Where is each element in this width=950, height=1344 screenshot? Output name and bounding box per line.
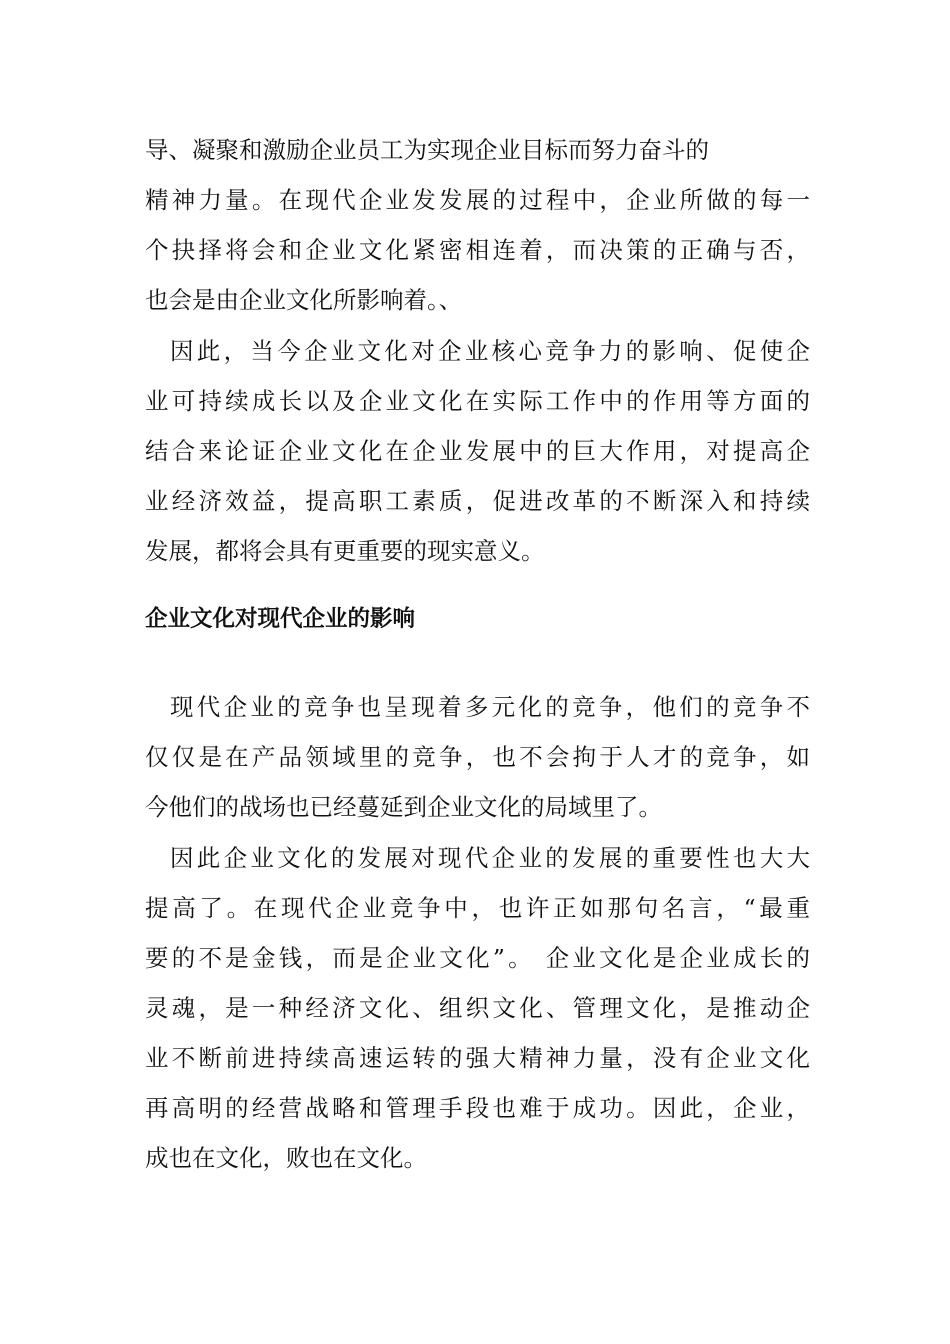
paragraph-1-line-1: 导、凝聚和激励企业员工为实现企业目标而努力奋斗的 <box>145 136 709 164</box>
paragraph-4-line-1: 因此企业文化的发展对现代企业的发展的重要性也大大 <box>170 844 810 872</box>
paragraph-2-line-3: 结合来论证企业文化在企业发展中的巨大作用，对提高企 <box>145 437 810 465</box>
paragraph-2-line-2: 业可持续成长以及企业文化在实际工作中的作用等方面的 <box>145 387 810 415</box>
paragraph-3-line-1: 现代企业的竞争也呈现着多元化的竞争，他们的竞争不 <box>170 693 810 721</box>
paragraph-2-line-4: 业经济效益，提高职工素质，促进改革的不断深入和持续 <box>145 487 810 515</box>
paragraph-2-line-5: 发展，都将会具有更重要的现实意义。 <box>145 537 545 565</box>
paragraph-4-line-7: 成也在文化，败也在文化。 <box>145 1144 427 1172</box>
paragraph-1-line-2: 精神力量。在现代企业发发展的过程中，企业所做的每一 <box>145 186 810 214</box>
paragraph-1-line-4: 也会是由企业文化所影响着。、 <box>145 286 463 314</box>
paragraph-1-line-3: 个抉择将会和企业文化紧密相连着，而决策的正确与否， <box>145 236 810 264</box>
section-heading: 企业文化对现代企业的影响 <box>145 606 416 632</box>
paragraph-4-line-6: 再高明的经营战略和管理手段也难于成功。因此，企业， <box>145 1094 810 1122</box>
paragraph-4-line-4: 灵魂，是一种经济文化、组织文化、管理文化，是推动企 <box>145 994 810 1022</box>
paragraph-4-line-5: 业不断前进持续高速运转的强大精神力量，没有企业文化 <box>145 1044 810 1072</box>
paragraph-4-line-3: 要的不是金钱，而是企业文化”。 企业文化是企业成长的 <box>145 944 810 972</box>
paragraph-4-line-2: 提高了。在现代企业竞争中，也许正如那句名言，“最重 <box>145 894 810 922</box>
paragraph-2-line-1: 因此，当今企业文化对企业核心竞争力的影响、促使企 <box>170 337 810 365</box>
paragraph-3-line-3: 今他们的战场也已经蔓延到企业文化的局域里了。 <box>145 793 662 821</box>
paragraph-3-line-2: 仅仅是在产品领域里的竞争，也不会拘于人才的竞争，如 <box>145 743 810 771</box>
